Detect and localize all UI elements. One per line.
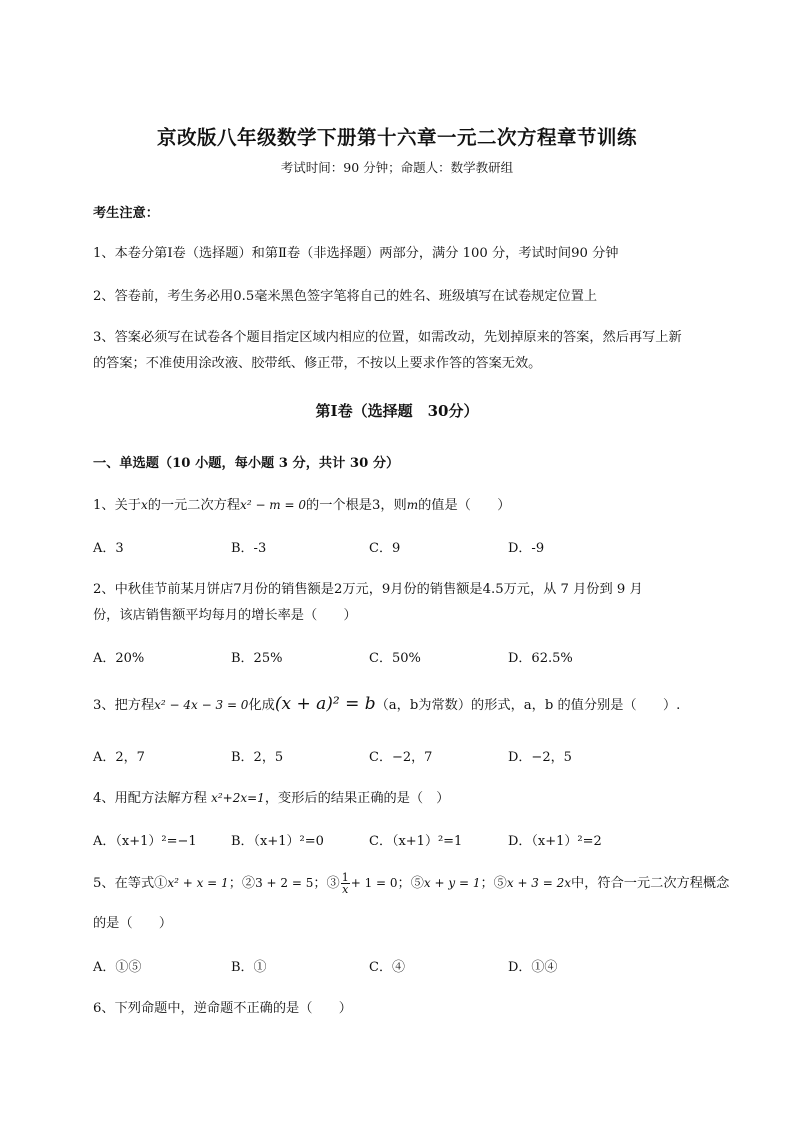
notice-item-1: 1、本卷分第Ⅰ卷（选择题）和第Ⅱ卷（非选择题）两部分，满分 100 分，考试时间90 分钟 <box>93 246 619 261</box>
equation: x²+2x=1 <box>211 791 265 805</box>
q3-option-c: C．−2，7 <box>369 750 433 765</box>
q2-option-b: B．25% <box>231 651 283 666</box>
q1-option-b: B．-3 <box>231 541 267 556</box>
question-4: 4、用配方法解方程 x²+2x=1，变形后的结果正确的是（ ） <box>93 791 450 806</box>
fraction-numerator: 1 <box>341 871 349 884</box>
expression-4: x + y = 1 <box>423 876 481 890</box>
part-heading: 一、单选题（10 小题，每小题 3 分，共计 30 分） <box>93 456 400 471</box>
variable-m: m <box>406 498 419 512</box>
q4-option-a: A．（x+1）²=−1 <box>93 834 197 849</box>
q3-option-d: D．−2，5 <box>508 750 572 765</box>
q5-option-c: C．④ <box>369 960 405 975</box>
variable-x: x <box>140 498 148 512</box>
question-2-line-2: 份，该店销售额平均每月的增长率是（ ） <box>93 608 357 623</box>
fraction <box>341 872 350 895</box>
q5-option-d: D．①④ <box>508 960 558 975</box>
notice-item-2: 2、答卷前，考生务必用0.5毫米黑色签字笔将自己的姓名、班级填写在试卷规定位置上 <box>93 289 598 304</box>
notice-heading: 考生注意： <box>93 206 159 221</box>
q1-option-c: C．9 <box>369 541 401 556</box>
q2-option-a: A．20% <box>93 651 145 666</box>
document-title: 京改版八年级数学下册第十六章一元二次方程章节训练 <box>156 126 637 149</box>
expression-2: 3 + 2 = 5 <box>255 876 314 890</box>
q3-option-b: B．2，5 <box>231 750 284 765</box>
q1-option-d: D．-9 <box>508 541 545 556</box>
equation-2: (x + a)² = b <box>274 694 376 714</box>
q3-option-a: A．2，7 <box>93 750 145 765</box>
question-5-line-2: 的是（ ） <box>93 916 173 931</box>
notice-item-3-line-1: 3、答案必须写在试卷各个题目指定区域内相应的位置，如需改动，先划掉原来的答案，然后再写上新 <box>93 330 682 345</box>
equation-1: x² − 4x − 3 = 0 <box>154 698 249 712</box>
expression-1: x² + x = 1 <box>167 876 229 890</box>
q4-option-d: D．（x+1）²=2 <box>508 834 602 849</box>
q1-option-a: A．3 <box>93 541 124 556</box>
q2-option-c: C．50% <box>369 651 421 666</box>
question-3: 3、把方程x² − 4x − 3 = 0化成(x + a)² = b（a，b为常数）的形式，a，b 的值分别是（ ）. <box>93 694 681 714</box>
question-5-line-1: 5、在等式①x² + x = 1；②3 + 2 = 5；③ $\frac{1}{x}$ + 1 = 0；⑤x + y = 1；⑤x + 3 = 2x中，符合一元二次方程概念 <box>93 871 730 896</box>
expression-5: x + 3 = 2x <box>506 876 572 890</box>
q4-option-c: C．（x+1）²=1 <box>369 834 463 849</box>
document-subtitle: 考试时间：90 分钟；命题人：数学教研组 <box>280 160 514 175</box>
expression-3: + 1 = 0 <box>350 876 398 890</box>
notice-item-3-line-2: 的答案；不准使用涂改液、胶带纸、修正带，不按以上要求作答的答案无效。 <box>93 356 542 371</box>
question-2-line-1: 2、中秋佳节前某月饼店7月份的销售额是2万元，9月份的销售额是4.5万元，从 7 月份到 9 月 <box>93 582 643 597</box>
section-title: 第Ⅰ卷（选择题 30分） <box>315 402 479 420</box>
question-1: 1、关于x的一元二次方程x² − m = 0的一个根是3，则m的值是（ ） <box>93 498 511 513</box>
fraction-denominator: x <box>342 883 349 896</box>
q5-option-a: A．①⑤ <box>93 960 142 975</box>
equation: x² − m = 0 <box>240 498 307 512</box>
question-6: 6、下列命题中，逆命题不正确的是（ ） <box>93 1001 352 1016</box>
q5-option-b: B．① <box>231 960 267 975</box>
q2-option-d: D．62.5% <box>508 651 573 666</box>
q4-option-b: B．（x+1）²=0 <box>231 834 324 849</box>
